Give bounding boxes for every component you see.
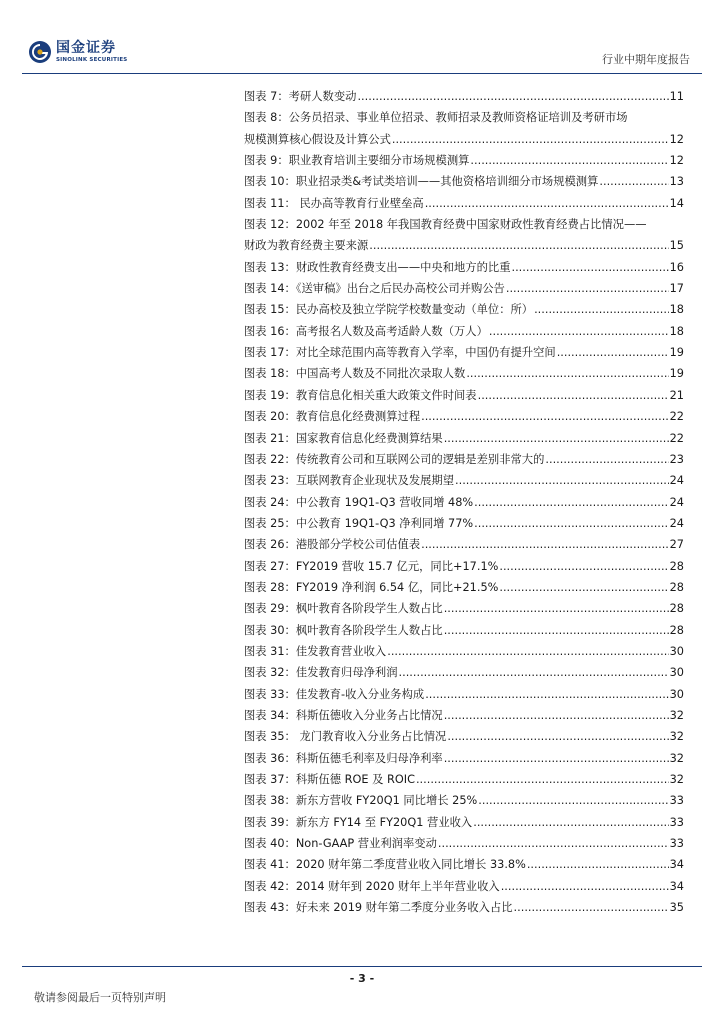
toc-leader-dots <box>501 876 669 897</box>
toc-leader-dots <box>421 534 669 555</box>
toc-entry-page: 24 <box>669 516 684 530</box>
toc-entry-label: 图表 20：教育信息化经费测算过程 <box>244 410 421 424</box>
toc-entry-page: 27 <box>669 538 684 552</box>
toc-entry-label: 图表 37：科斯伍德 ROE 及 ROIC <box>244 773 415 786</box>
toc-entry[interactable] <box>244 342 684 363</box>
toc-entry[interactable] <box>244 876 684 897</box>
toc-entry-page: 24 <box>669 474 684 488</box>
toc-leader-dots <box>444 748 669 769</box>
toc-entry-label: 图表 33：佳发教育-收入分业务构成 <box>244 687 425 701</box>
toc-leader-dots <box>399 662 669 683</box>
toc-entry[interactable] <box>244 363 684 384</box>
toc-leader-dots <box>478 790 668 811</box>
toc-entry[interactable] <box>244 235 684 256</box>
toc-leader-dots <box>447 726 668 747</box>
table-of-figures <box>244 86 684 918</box>
toc-entry-label: 图表 9：职业教育培训主要细分市场规模测算 <box>244 154 470 168</box>
toc-entry[interactable] <box>244 897 684 918</box>
toc-entry-page: 22 <box>669 431 684 445</box>
toc-entry[interactable] <box>244 705 684 726</box>
toc-entry-page: 23 <box>669 452 684 466</box>
toc-entry-page: 28 <box>669 580 684 594</box>
toc-entry-label: 图表 15：民办高校及独立学院学校数量变动（单位：所） <box>244 303 534 317</box>
toc-entry-page: 12 <box>669 132 684 146</box>
toc-entry-label: 图表 26：港股部分学校公司估值表 <box>244 538 421 552</box>
sinolink-logo-icon <box>28 40 52 64</box>
toc-entry-page: 34 <box>669 879 684 893</box>
toc-entry-label: 图表 34：科斯伍德收入分业务占比情况 <box>244 708 443 722</box>
toc-entry-label: 图表 32：佳发教育归母净利润 <box>244 666 398 680</box>
toc-entry[interactable] <box>244 812 684 833</box>
toc-leader-dots <box>474 513 668 534</box>
toc-entry-page: 18 <box>669 303 684 317</box>
toc-leader-dots <box>425 684 668 705</box>
page-header <box>0 0 724 80</box>
toc-leader-dots <box>387 641 668 662</box>
toc-entry[interactable] <box>244 769 684 790</box>
toc-leader-dots <box>466 363 668 384</box>
toc-leader-dots <box>416 769 669 790</box>
toc-leader-dots <box>392 129 669 150</box>
toc-entry-label: 规模测算核心假设及计算公式 <box>244 132 391 146</box>
toc-leader-dots <box>470 150 668 171</box>
toc-entry-page: 21 <box>669 388 684 402</box>
toc-entry-page: 28 <box>669 623 684 637</box>
toc-leader-dots <box>599 171 668 192</box>
toc-leader-dots <box>474 492 668 513</box>
toc-entry-label: 图表 16：高考报名人数及高考适龄人数（万人） <box>244 324 488 338</box>
logo-english-name: SINOLINK SECURITIES <box>56 56 128 63</box>
toc-entry-page: 15 <box>669 239 684 253</box>
toc-entry[interactable] <box>244 684 684 705</box>
toc-entry[interactable] <box>244 726 684 747</box>
toc-entry[interactable] <box>244 86 684 107</box>
toc-entry-page: 35 <box>669 901 684 915</box>
toc-entry-label: 图表 31：佳发教育营业收入 <box>244 644 387 658</box>
toc-entry-page: 28 <box>669 559 684 573</box>
toc-entry-label: 图表 42：2014 财年到 2020 财年上半年营业收入 <box>244 879 500 893</box>
toc-entry-label: 图表 30：枫叶教育各阶段学生人数占比 <box>244 623 443 637</box>
toc-entry-page: 32 <box>669 708 684 722</box>
toc-leader-dots <box>545 449 668 470</box>
toc-entry-label: 图表 23：互联网教育企业现状及发展期望 <box>244 474 455 488</box>
toc-leader-dots <box>438 833 669 854</box>
toc-entry-label: 图表 19：教育信息化相关重大政策文件时间表 <box>244 388 477 402</box>
toc-leader-dots <box>506 278 669 299</box>
header-divider <box>22 73 702 74</box>
toc-entry[interactable] <box>244 748 684 769</box>
toc-entry-label: 图表 41：2020 财年第二季度营业收入同比增长 33.8% <box>244 858 526 872</box>
toc-entry-label: 图表 12：2002 年至 2018 年我国教育经费中国家财政性教育经费占比情况—— <box>244 218 647 232</box>
toc-leader-dots <box>444 705 669 726</box>
toc-entry-label: 图表 14：《送审稿》出台之后民办高校公司并购公告 <box>244 282 505 296</box>
toc-entry-page: 18 <box>669 324 684 338</box>
toc-entry-label: 图表 39：新东方 FY14 至 FY20Q1 营业收入 <box>244 815 473 829</box>
toc-entry[interactable] <box>244 662 684 683</box>
toc-entry[interactable] <box>244 556 684 577</box>
toc-entry[interactable] <box>244 641 684 662</box>
toc-entry[interactable] <box>244 257 684 278</box>
toc-entry-label: 图表 27：FY2019 营收 15.7 亿元，同比+17.1% <box>244 559 499 573</box>
toc-entry[interactable] <box>244 278 684 299</box>
toc-entry[interactable] <box>244 321 684 342</box>
toc-leader-dots <box>421 406 669 427</box>
toc-leader-dots <box>499 556 668 577</box>
logo-chinese-name: 国金证券 <box>56 39 116 56</box>
toc-entry[interactable] <box>244 577 684 598</box>
toc-entry-page: 14 <box>669 196 684 210</box>
toc-entry[interactable] <box>244 107 684 128</box>
toc-entry-label: 图表 18：中国高考人数及不同批次录取人数 <box>244 367 466 381</box>
toc-entry[interactable] <box>244 449 684 470</box>
toc-entry-label: 图表 17：对比全球范围内高等教育入学率，中国仍有提升空间 <box>244 346 556 360</box>
toc-entry-page: 19 <box>669 346 684 360</box>
page-number: - 3 - <box>349 972 375 985</box>
toc-entry-page: 17 <box>669 282 684 296</box>
toc-entry-label: 图表 11： 民办高等教育行业壁垒高 <box>244 196 424 210</box>
toc-entry-label: 图表 43：好未来 2019 财年第二季度分业务收入占比 <box>244 901 513 915</box>
toc-leader-dots <box>473 812 668 833</box>
toc-entry-label: 图表 40：Non-GAAP 营业利润率变动 <box>244 837 437 851</box>
toc-entry-label: 图表 13：财政性教育经费支出——中央和地方的比重 <box>244 260 511 274</box>
toc-entry-page: 30 <box>669 687 684 701</box>
toc-entry[interactable] <box>244 492 684 513</box>
toc-leader-dots <box>512 257 669 278</box>
toc-entry[interactable] <box>244 299 684 320</box>
toc-entry-page: 33 <box>669 815 684 829</box>
toc-entry[interactable] <box>244 470 684 491</box>
toc-entry[interactable] <box>244 129 684 150</box>
toc-leader-dots <box>534 299 669 320</box>
toc-leader-dots <box>444 598 669 619</box>
toc-entry[interactable] <box>244 513 684 534</box>
toc-entry-page: 30 <box>669 666 684 680</box>
report-type-label: 行业中期年度报告 <box>602 53 690 66</box>
footer-divider <box>22 966 702 967</box>
toc-entry-label: 图表 35： 龙门教育收入分业务占比情况 <box>244 730 447 744</box>
toc-entry-page: 32 <box>669 773 684 786</box>
toc-entry[interactable] <box>244 406 684 427</box>
toc-entry-label: 财政为教育经费主要来源 <box>244 239 369 253</box>
toc-entry-page: 32 <box>669 751 684 765</box>
company-logo <box>28 40 127 64</box>
toc-entry-label: 图表 36：科斯伍德毛利率及归母净利率 <box>244 751 443 765</box>
toc-entry[interactable] <box>244 428 684 449</box>
toc-entry-label: 图表 29：枫叶教育各阶段学生人数占比 <box>244 602 443 616</box>
toc-entry-label: 图表 7：考研人数变动 <box>244 90 357 103</box>
toc-entry-label: 图表 22：传统教育公司和互联网公司的逻辑是差别非常大的 <box>244 452 545 466</box>
toc-leader-dots <box>444 620 669 641</box>
toc-entry-label: 图表 24：中公教育 19Q1-Q3 营收同增 48% <box>244 495 474 509</box>
disclaimer-note: 敬请参阅最后一页特别声明 <box>34 991 166 1004</box>
toc-entry[interactable] <box>244 790 684 811</box>
toc-entry[interactable] <box>244 620 684 641</box>
toc-leader-dots <box>499 577 668 598</box>
toc-entry-label: 图表 21：国家教育信息化经费测算结果 <box>244 431 443 445</box>
toc-entry-page: 16 <box>669 260 684 274</box>
toc-entry[interactable] <box>244 193 684 214</box>
toc-entry-label: 图表 38：新东方营收 FY20Q1 同比增长 25% <box>244 794 478 808</box>
toc-entry-page: 19 <box>669 367 684 381</box>
toc-entry[interactable] <box>244 214 684 235</box>
toc-entry-page: 33 <box>669 837 684 851</box>
toc-entry-page: 13 <box>669 175 684 189</box>
toc-entry[interactable] <box>244 598 684 619</box>
toc-leader-dots <box>425 193 669 214</box>
toc-entry[interactable] <box>244 854 684 875</box>
toc-leader-dots <box>514 897 669 918</box>
toc-entry-page: 34 <box>669 858 684 872</box>
toc-entry[interactable] <box>244 534 684 555</box>
toc-entry-page: 28 <box>669 602 684 616</box>
toc-entry-page: 11 <box>669 90 684 103</box>
toc-entry-label: 图表 10：职业招录类&考试类培训——其他资格培训细分市场规模测算 <box>244 175 599 189</box>
toc-leader-dots <box>489 321 669 342</box>
toc-entry-page: 32 <box>669 730 684 744</box>
toc-entry-label: 图表 25：中公教育 19Q1-Q3 净利同增 77% <box>244 516 474 530</box>
toc-entry-label: 图表 8：公务员招录、事业单位招录、教师招录及教师资格证培训及考研市场 <box>244 111 628 125</box>
toc-leader-dots <box>444 428 669 449</box>
toc-entry-page: 24 <box>669 495 684 509</box>
toc-entry[interactable] <box>244 171 684 192</box>
toc-leader-dots <box>455 470 669 491</box>
toc-entry-page: 12 <box>669 154 684 168</box>
toc-leader-dots <box>557 342 669 363</box>
toc-entry[interactable] <box>244 833 684 854</box>
toc-leader-dots <box>357 86 668 107</box>
toc-entry[interactable] <box>244 385 684 406</box>
toc-entry-page: 22 <box>669 410 684 424</box>
toc-leader-dots <box>478 385 669 406</box>
toc-entry-page: 30 <box>669 644 684 658</box>
toc-entry-page: 33 <box>669 794 684 808</box>
toc-leader-dots <box>527 854 669 875</box>
toc-leader-dots <box>369 235 668 256</box>
toc-entry[interactable] <box>244 150 684 171</box>
toc-entry-label: 图表 28：FY2019 净利润 6.54 亿，同比+21.5% <box>244 580 499 594</box>
